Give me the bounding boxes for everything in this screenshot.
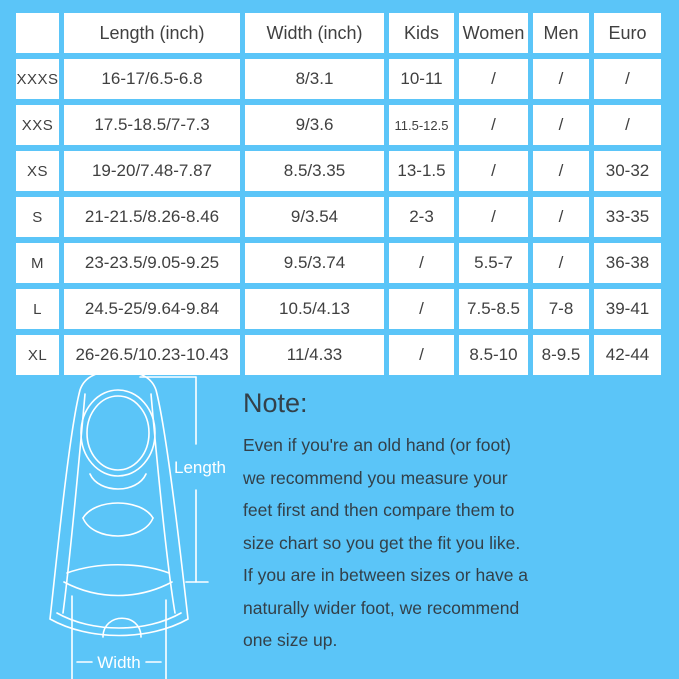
table-cell: / xyxy=(459,197,528,237)
note-line: Even if you're an old hand (or foot) xyxy=(243,435,511,455)
size-label-cell: M xyxy=(16,243,59,283)
table-cell: 8-9.5 xyxy=(533,335,589,375)
foot-opening-inner xyxy=(87,396,149,470)
table-cell: 33-35 xyxy=(594,197,661,237)
header-cell: Kids xyxy=(389,13,454,53)
size-label-cell: XS xyxy=(16,151,59,191)
table-cell: 8.5/3.35 xyxy=(245,151,384,191)
size-label-cell: XXXS xyxy=(16,59,59,99)
table-cell: 36-38 xyxy=(594,243,661,283)
table-cell: 13-1.5 xyxy=(389,151,454,191)
pocket-detail-3 xyxy=(83,518,153,536)
note-line: naturally wider foot, we recommend xyxy=(243,597,520,618)
table-cell: / xyxy=(459,151,528,191)
table-cell: 17.5-18.5/7-7.3 xyxy=(64,105,240,145)
table-cell: 5.5-7 xyxy=(459,243,528,283)
table-cell: 11.5-12.5 xyxy=(389,105,454,145)
pocket-detail-4 xyxy=(67,565,169,573)
table-cell: 23-23.5/9.05-9.25 xyxy=(64,243,240,283)
width-label: Width xyxy=(97,653,141,672)
table-cell: / xyxy=(594,105,661,145)
note-line: we recommend you measure your xyxy=(243,467,508,488)
table-cell: 16-17/6.5-6.8 xyxy=(64,59,240,99)
table-cell: 9.5/3.74 xyxy=(245,243,384,283)
fin-diagram xyxy=(0,370,240,679)
note-title: Note: xyxy=(243,388,308,418)
header-cell: Euro xyxy=(594,13,661,53)
table-cell: 8.5-10 xyxy=(459,335,528,375)
table-cell: 39-41 xyxy=(594,289,661,329)
table-cell: 26-26.5/10.23-10.43 xyxy=(64,335,240,375)
table-cell: 19-20/7.48-7.87 xyxy=(64,151,240,191)
note-line: If you are in between sizes or have a xyxy=(243,565,529,585)
header-cell: Length (inch) xyxy=(64,13,240,53)
table-cell: / xyxy=(459,105,528,145)
table-cell: / xyxy=(389,335,454,375)
size-label-cell: S xyxy=(16,197,59,237)
fin-illustration xyxy=(0,370,240,679)
note-line: size chart so you get the fit you like. xyxy=(243,532,521,553)
table-cell: 8/3.1 xyxy=(245,59,384,99)
table-cell: / xyxy=(389,243,454,283)
table-cell: 2-3 xyxy=(389,197,454,237)
table-cell: / xyxy=(533,243,589,283)
note-line: one size up. xyxy=(243,630,338,650)
table-cell: 7.5-8.5 xyxy=(459,289,528,329)
table-cell: / xyxy=(533,105,589,145)
table-cell: / xyxy=(459,59,528,99)
table-cell: / xyxy=(389,289,454,329)
size-label-cell: XXS xyxy=(16,105,59,145)
table-cell: 9/3.6 xyxy=(245,105,384,145)
table-cell: 7-8 xyxy=(533,289,589,329)
table-cell: 24.5-25/9.64-9.84 xyxy=(64,289,240,329)
table-cell: 21-21.5/8.26-8.46 xyxy=(64,197,240,237)
table-cell: 10.5/4.13 xyxy=(245,289,384,329)
fin-inner-bottom-curve xyxy=(57,613,181,628)
table-cell: 30-32 xyxy=(594,151,661,191)
header-cell: Width (inch) xyxy=(245,13,384,53)
table-cell: 10-11 xyxy=(389,59,454,99)
table-cell: / xyxy=(594,59,661,99)
size-label-cell: L xyxy=(16,289,59,329)
table-cell: / xyxy=(533,59,589,99)
size-label-cell: XL xyxy=(16,335,59,375)
header-cell: Men xyxy=(533,13,589,53)
pocket-detail-5 xyxy=(64,582,172,596)
length-label: Length xyxy=(174,458,226,477)
note-block xyxy=(243,388,668,657)
header-cell: Women xyxy=(459,13,528,53)
foot-opening-outer xyxy=(81,390,155,476)
table-cell: / xyxy=(533,151,589,191)
table-cell: 9/3.54 xyxy=(245,197,384,237)
note-line: feet first and then compare them to xyxy=(243,500,515,520)
table-cell: / xyxy=(533,197,589,237)
table-cell: 11/4.33 xyxy=(245,335,384,375)
table-cell: 42-44 xyxy=(594,335,661,375)
pocket-detail-2 xyxy=(83,503,153,518)
size-chart-table xyxy=(16,13,661,375)
note-body xyxy=(243,429,668,657)
header-cell xyxy=(16,13,59,53)
